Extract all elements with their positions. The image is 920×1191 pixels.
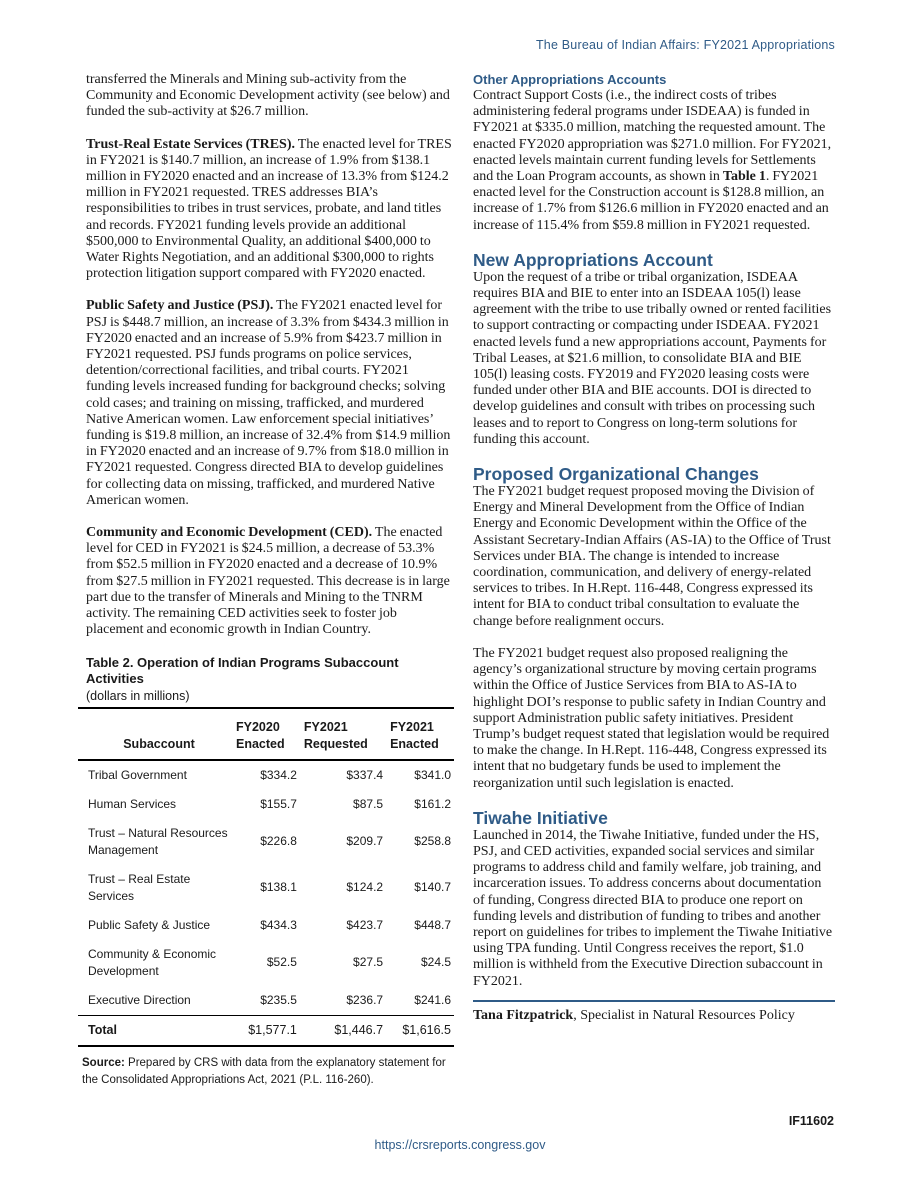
paragraph-new-account: Upon the request of a tribe or tribal organization, ISDEAA requires BIA and BIE to enter into an ISDEAA 105(l) lease agreement with the tribe to use tribally owned or rented facilities to support contracting or compacting under ISDEAA. FY2021 enacted levels fund a new appropriations account, Payments for Tribal Leases, at $21.6 million, to consolidate BIA and BIE 105(l) leasing costs. FY2019 and FY2020 leasing costs were funded under other BIA and BIE accounts. DOI is directed to develop guidelines and consult with tribes on processing such leases and to report to Congress on long-term solutions for funding this account. — [473, 269, 832, 447]
header-subaccount: Subaccount — [78, 708, 232, 760]
table-row — [78, 911, 454, 940]
cell-fy2020: $52.5 — [266, 955, 297, 969]
header-fy2021-enacted-bottom: Enacted — [390, 736, 439, 751]
table-total-row — [78, 1015, 454, 1046]
cell-requested: $209.7 — [346, 834, 384, 848]
table-header-row — [78, 708, 454, 760]
heading-tiwahe: Tiwahe Initiative — [473, 807, 608, 828]
document-id: IF11602 — [788, 1114, 834, 1128]
paragraph-minerals-transfer: transferred the Minerals and Mining sub-activity from the Community and Economic Development activity (see below) and funded the sub-activity at $26.7 million. — [86, 72, 450, 120]
table-row — [78, 865, 454, 911]
header-fy2020-top: FY2020 — [236, 719, 280, 734]
cell-requested: $337.4 — [346, 767, 384, 782]
cell-enacted: $341.0 — [414, 767, 451, 782]
source-text: Prepared by CRS with data from the explanatory statement for the Consolidated Appropriations Act, 2021 (P.L. 116-260). — [82, 1056, 446, 1086]
paragraph-tres — [86, 137, 454, 283]
author-title: , Specialist in Natural Resources Policy — [573, 1007, 795, 1023]
cell-requested: $124.2 — [346, 880, 384, 894]
row-label: Executive Direction — [88, 992, 191, 1007]
table-units: (dollars in millions) — [86, 688, 190, 703]
paragraph-tiwahe: Launched in 2014, the Tiwahe Initiative, funded under the HS, PSJ, and CED activities, expanded social services and similar programs to address child and family welfare, job training, and incarceration issues. To address concerns about documentation of funding, Congress directed BIA to produce one report on funding levels and distribution of funding to tribes and another report on guidelines for tribes to implement the Tiwahe Initiative using TPA funding. Until Congress receives the report, $1.0 million is withheld from the Executive Direction subaccount in FY2021. — [473, 827, 833, 989]
paragraph-org-changes-1: The FY2021 budget request proposed moving the Division of Energy and Mineral Development from the Office of Indian Energy and Economic Development within the Office of the Assistant Secretary-Indian Affairs (AS-IA) to the Office of Trust Services under BIA. The change is intended to increase coordination, communication, and delivery of energy-related services to tribes. In H.Rept. 116-448, Congress expressed its intent for BIA to conduct tribal consultation to evaluate the change before realignment occurs. — [473, 484, 831, 629]
header-fy2020-bottom: Enacted — [236, 736, 285, 751]
total-enacted: $1,616.5 — [386, 1015, 454, 1046]
heading-other-accounts: Other Appropriations Accounts — [473, 72, 667, 87]
header-fy2020-enacted — [232, 708, 300, 760]
cell-enacted: $24.5 — [420, 955, 451, 969]
cell-enacted: $161.2 — [414, 796, 451, 811]
table-row — [78, 790, 454, 819]
running-header: The Bureau of Indian Affairs: FY2021 Appropriations — [535, 38, 835, 52]
table-1-reference: Table 1 — [722, 169, 766, 185]
cell-requested: $423.7 — [346, 917, 384, 932]
total-label: Total — [78, 1015, 232, 1046]
cell-fy2020: $226.8 — [260, 834, 297, 848]
paragraph-ced — [86, 525, 454, 638]
total-requested: $1,446.7 — [300, 1015, 386, 1046]
left-column — [82, 72, 454, 1089]
psj-title: Public Safety and Justice (PSJ). — [86, 298, 274, 314]
table-title: Table 2. Operation of Indian Programs Subaccount Activities — [86, 654, 399, 686]
cell-fy2020: $138.1 — [260, 880, 297, 894]
cell-requested: $236.7 — [346, 992, 384, 1007]
row-label: Trust – Natural Resources Management — [88, 825, 228, 857]
other-text-2: . FY2021 enacted level for the Construction account is $128.8 million, an increase of 1.7% from $126.6 million in FY2020 enacted and an increase of 115.4% from $59.8 million in FY2021 requested. — [473, 169, 829, 233]
header-fy2021-enacted — [386, 708, 454, 760]
table-2-block — [82, 654, 454, 1089]
header-fy2021-requested — [300, 708, 386, 760]
paragraph-psj — [86, 298, 454, 509]
cell-requested: $87.5 — [353, 796, 384, 811]
footer-link[interactable]: https://crsreports.congress.gov — [374, 1138, 546, 1152]
tres-title: Trust-Real Estate Services (TRES). — [86, 136, 295, 152]
subaccount-table — [78, 707, 454, 1047]
cell-enacted: $140.7 — [414, 880, 451, 894]
row-label: Community & Economic Development — [88, 946, 217, 978]
ced-title: Community and Economic Development (CED). — [86, 525, 373, 541]
cell-enacted: $241.6 — [414, 992, 451, 1007]
row-label: Human Services — [88, 796, 177, 811]
header-fy2021-req-bottom: Requested — [303, 736, 368, 751]
author-name: Tana Fitzpatrick — [473, 1007, 574, 1023]
heading-org-changes: Proposed Organizational Changes — [473, 464, 759, 485]
row-label: Tribal Government — [88, 767, 187, 782]
cell-fy2020: $334.2 — [260, 767, 297, 782]
header-fy2021-enacted-top: FY2021 — [390, 719, 434, 734]
paragraph-other-accounts — [473, 88, 835, 234]
cell-requested: $27.5 — [353, 955, 384, 969]
cell-enacted: $448.7 — [414, 917, 451, 932]
cell-enacted: $258.8 — [414, 834, 451, 848]
table-row — [78, 819, 454, 865]
ced-text: The enacted level for CED in FY2021 is $24.5 million, a decrease of 53.3% from $52.5 million in FY2020 enacted and a decrease of 10.9% from $27.5 million in FY2021 requested. This decrease is in large part due to the transfer of Minerals and Mining to the TNRM activity. The remaining CED activities seek to foster job placement and economic growth in Indian Country. — [86, 525, 450, 638]
row-label: Trust – Real Estate Services — [88, 871, 191, 903]
cell-fy2020: $434.3 — [260, 917, 297, 932]
cell-fy2020: $235.5 — [260, 992, 297, 1007]
heading-new-account: New Appropriations Account — [473, 249, 713, 270]
author-line — [473, 1008, 835, 1024]
other-text-1: Contract Support Costs (i.e., the indirect costs of tribes administering federal programs under ISDEAA) is funded in FY2021 at $335.0 million, matching the requested amount. The enacted FY2020 appropriation was $271.0 million. For FY2021, enacted levels maintain current funding levels for Settlements and the Loan Program accounts, as shown in — [473, 88, 832, 185]
cell-fy2020: $155.7 — [260, 796, 297, 811]
row-label: Public Safety & Justice — [88, 917, 211, 932]
table-source-note — [82, 1055, 454, 1089]
source-label: Source: — [82, 1056, 125, 1069]
table-row — [78, 760, 454, 790]
header-fy2021-req-top: FY2021 — [303, 719, 348, 734]
total-fy2020: $1,577.1 — [232, 1015, 300, 1046]
table-row — [78, 940, 454, 986]
psj-text: The FY2021 enacted level for PSJ is $448.7 million, an increase of 3.3% from $434.3 million in FY2020 enacted and an increase of 5.9% from $423.7 million in FY2021 requested. PSJ funds programs on police services, detention/correctional facilities, and tribal courts. FY2021 funding levels increased funding for background checks; solving cold cases; and training on missing, trafficked, and murdered Native American women. Law enforcement special initiatives’ funding is $19.8 million, an increase of 32.4% from $14.9 million in FY2020 enacted and an increase of 9.7% from $18.0 million in FY2021 requested. Congress directed BIA to develop guidelines for collecting data on missing, trafficked, and murdered Native American women. — [86, 298, 451, 508]
author-divider — [473, 1000, 835, 1002]
right-column — [473, 72, 835, 1024]
tres-text: The enacted level for TRES in FY2021 is $140.7 million, an increase of 1.9% from $138.1 million in FY2020 enacted and an increase of 13.3% from $124.2 million in FY2021 requested. TRES addresses BIA’s responsibilities to tribes in trust services, probate, and land titles and records. FY2021 funding levels provide an additional $500,000 to Environmental Quality, an additional $400,000 to Water Rights Negotiation, and an additional $300,000 to rights protection litigation support compared with FY2020 enacted. — [86, 136, 452, 282]
table-row — [78, 986, 454, 1016]
paragraph-org-changes-2: The FY2021 budget request also proposed realigning the agency’s organizational structure by moving certain programs within the Office of Justice Services from BIA to AS-IA to highlight DOI’s response to public safety in Indian Country and support Administration public safety initiatives. President Trump’s budget request stated that legislation would be required to make the change. In H.Rept. 116-448, Congress expressed its intent that no budgetary funds be used to implement the reorganization until such legislation is enacted. — [473, 645, 830, 791]
